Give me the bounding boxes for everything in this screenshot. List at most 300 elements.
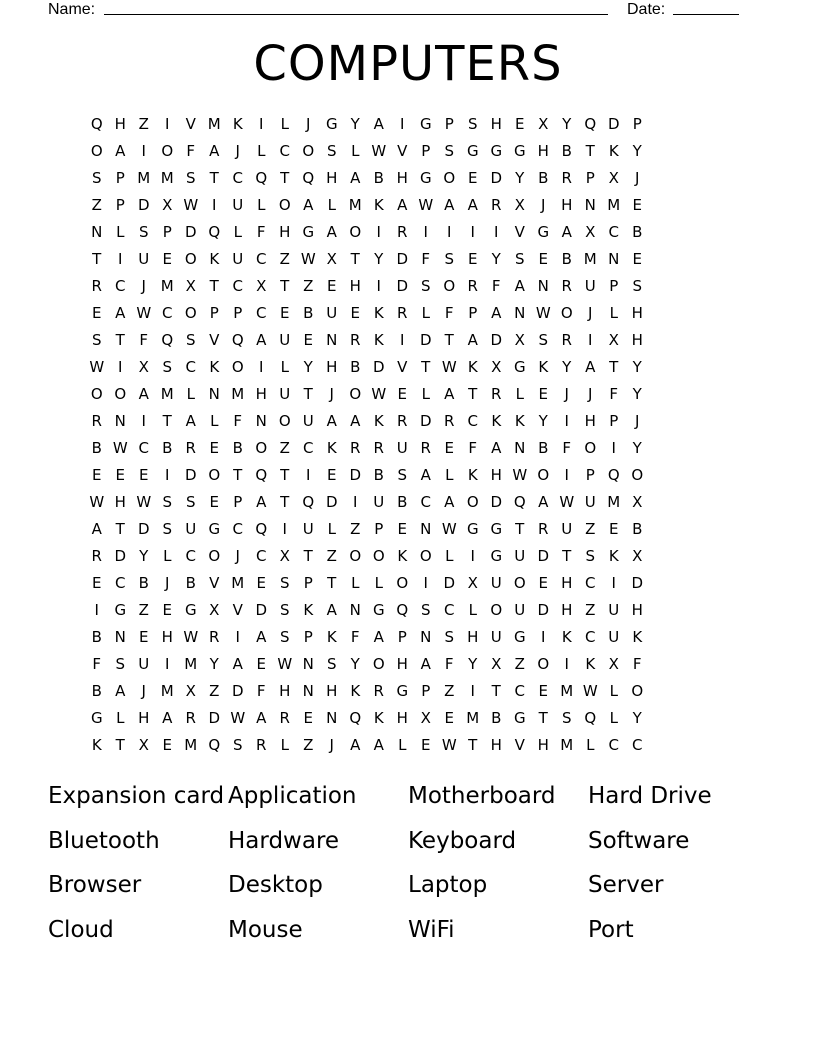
grid-letter: X: [632, 493, 643, 511]
grid-letter: P: [374, 520, 384, 538]
grid-letter: O: [396, 574, 409, 592]
grid-letter: H: [490, 736, 502, 754]
grid-row: [85, 516, 733, 543]
grid-letter: S: [279, 628, 290, 646]
grid-letter: K: [373, 331, 384, 349]
grid-letter: D: [490, 331, 503, 349]
grid-letter: Q: [208, 223, 221, 241]
grid-letter: L: [116, 709, 125, 727]
word-list-item: Cloud: [48, 916, 114, 943]
grid-letter: S: [585, 547, 596, 565]
grid-letter: Y: [632, 439, 642, 457]
grid-letter: E: [162, 601, 172, 619]
grid-row: [85, 246, 733, 273]
grid-letter: A: [326, 601, 337, 619]
grid-letter: A: [350, 412, 361, 430]
date-label: Date:: [627, 1, 666, 18]
grid-letter: I: [259, 358, 264, 376]
grid-letter: H: [114, 115, 126, 133]
grid-letter: P: [115, 169, 125, 187]
grid-letter: S: [514, 250, 525, 268]
grid-letter: P: [162, 223, 172, 241]
grid-letter: I: [470, 547, 475, 565]
grid-letter: H: [396, 169, 408, 187]
grid-letter: N: [255, 412, 267, 430]
grid-letter: P: [209, 304, 219, 322]
grid-letter: B: [185, 574, 196, 592]
grid-letter: O: [537, 655, 550, 673]
grid-letter: S: [185, 169, 196, 187]
grid-letter: S: [444, 628, 455, 646]
grid-letter: K: [397, 547, 408, 565]
grid-letter: G: [325, 115, 338, 133]
grid-letter: R: [561, 169, 572, 187]
grid-letter: E: [209, 439, 219, 457]
grid-letter: N: [420, 628, 432, 646]
grid-letter: J: [141, 682, 146, 700]
grid-letter: E: [303, 709, 313, 727]
grid-letter: M: [583, 250, 597, 268]
grid-letter: D: [631, 574, 644, 592]
grid-letter: X: [162, 196, 173, 214]
grid-letter: B: [538, 169, 549, 187]
grid-letter: R: [185, 709, 196, 727]
grid-letter: L: [586, 736, 595, 754]
grid-letter: H: [114, 493, 126, 511]
grid-letter: C: [608, 736, 619, 754]
grid-letter: O: [231, 358, 244, 376]
grid-letter: O: [513, 574, 526, 592]
grid-letter: U: [396, 439, 408, 457]
grid-letter: T: [209, 277, 219, 295]
grid-letter: O: [372, 655, 385, 673]
grid-letter: N: [302, 682, 314, 700]
grid-letter: D: [325, 493, 338, 511]
word-list-item: Application: [228, 783, 357, 809]
grid-letter: X: [326, 250, 337, 268]
grid-letter: J: [306, 115, 311, 133]
grid-letter: O: [208, 547, 221, 565]
grid-letter: D: [114, 547, 127, 565]
grid-letter: J: [165, 574, 170, 592]
grid-letter: Y: [632, 385, 642, 403]
grid-letter: A: [373, 115, 384, 133]
grid-letter: Y: [491, 250, 501, 268]
grid-letter: Z: [138, 115, 149, 133]
grid-letter: U: [584, 493, 596, 511]
grid-letter: Q: [255, 169, 268, 187]
grid-letter: B: [91, 682, 102, 700]
word-list-item: WiFi: [408, 916, 455, 943]
grid-letter: S: [162, 520, 173, 538]
grid-letter: E: [139, 466, 149, 484]
grid-letter: A: [444, 196, 455, 214]
grid-letter: Q: [231, 331, 244, 349]
grid-letter: U: [232, 196, 244, 214]
grid-letter: L: [445, 547, 454, 565]
grid-letter: P: [609, 412, 619, 430]
grid-letter: S: [420, 601, 431, 619]
grid-letter: G: [513, 709, 526, 727]
grid-letter: K: [561, 628, 572, 646]
grid-letter: B: [491, 709, 502, 727]
grid-letter: V: [209, 574, 220, 592]
grid-letter: W: [112, 439, 128, 457]
grid-letter: I: [259, 115, 264, 133]
grid-letter: C: [115, 277, 126, 295]
grid-letter: E: [327, 277, 337, 295]
grid-letter: F: [491, 277, 501, 295]
grid-letter: U: [138, 250, 150, 268]
grid-letter: S: [326, 142, 337, 160]
grid-letter: G: [372, 601, 385, 619]
grid-letter: M: [207, 115, 221, 133]
grid-letter: E: [115, 466, 125, 484]
grid-letter: E: [397, 520, 407, 538]
grid-letter: M: [160, 385, 174, 403]
grid-letter: D: [607, 115, 620, 133]
grid-letter: H: [467, 628, 479, 646]
grid-letter: Y: [350, 115, 360, 133]
grid-letter: X: [467, 574, 478, 592]
grid-letter: F: [139, 331, 149, 349]
grid-letter: A: [232, 655, 243, 673]
grid-letter: X: [608, 169, 619, 187]
grid-letter: N: [349, 601, 361, 619]
grid-letter: G: [208, 520, 221, 538]
grid-letter: L: [257, 196, 266, 214]
grid-letter: Q: [255, 466, 268, 484]
grid-letter: K: [373, 304, 384, 322]
grid-letter: K: [467, 466, 478, 484]
grid-letter: L: [163, 547, 172, 565]
grid-letter: A: [467, 196, 478, 214]
grid-letter: U: [138, 655, 150, 673]
grid-letter: U: [608, 628, 620, 646]
grid-row: [85, 624, 733, 651]
grid-letter: N: [537, 277, 549, 295]
grid-letter: U: [373, 493, 385, 511]
grid-letter: L: [445, 466, 454, 484]
grid-row: [85, 543, 733, 570]
grid-letter: M: [231, 574, 245, 592]
grid-letter: B: [91, 439, 102, 457]
grid-letter: M: [607, 493, 621, 511]
grid-letter: X: [279, 547, 290, 565]
grid-letter: J: [235, 142, 240, 160]
grid-letter: C: [162, 304, 173, 322]
grid-letter: F: [444, 304, 454, 322]
grid-letter: A: [138, 385, 149, 403]
grid-letter: O: [560, 304, 573, 322]
grid-letter: R: [91, 277, 102, 295]
grid-letter: Q: [90, 115, 103, 133]
grid-letter: G: [466, 520, 479, 538]
word-list-item: Desktop: [228, 872, 323, 898]
grid-letter: A: [91, 520, 102, 538]
grid-letter: T: [115, 331, 125, 349]
grid-letter: A: [514, 277, 525, 295]
grid-letter: R: [209, 628, 220, 646]
grid-letter: N: [514, 304, 526, 322]
grid-letter: Z: [279, 250, 290, 268]
grid-letter: N: [91, 223, 103, 241]
grid-letter: I: [564, 466, 569, 484]
grid-letter: F: [256, 682, 266, 700]
grid-letter: O: [443, 169, 456, 187]
grid-letter: Q: [208, 736, 221, 754]
grid-letter: X: [256, 277, 267, 295]
grid-letter: S: [561, 709, 572, 727]
word-list-item: Software: [588, 827, 690, 854]
grid-letter: I: [376, 277, 381, 295]
grid-letter: D: [537, 547, 550, 565]
grid-letter: E: [632, 250, 642, 268]
grid-letter: A: [420, 466, 431, 484]
grid-letter: F: [562, 439, 572, 457]
grid-letter: G: [466, 142, 479, 160]
grid-row: [85, 462, 733, 489]
grid-letter: E: [397, 385, 407, 403]
grid-letter: H: [396, 709, 408, 727]
grid-letter: C: [632, 736, 643, 754]
grid-letter: A: [303, 196, 314, 214]
grid-letter: N: [420, 520, 432, 538]
grid-letter: H: [631, 601, 643, 619]
grid-letter: J: [329, 736, 334, 754]
grid-letter: K: [373, 196, 384, 214]
grid-letter: T: [92, 250, 102, 268]
grid-letter: F: [632, 655, 642, 673]
grid-letter: E: [256, 655, 266, 673]
grid-letter: W: [582, 682, 598, 700]
grid-letter: I: [564, 412, 569, 430]
grid-letter: S: [279, 601, 290, 619]
grid-letter: C: [444, 601, 455, 619]
grid-letter: T: [233, 466, 243, 484]
grid-letter: O: [208, 466, 221, 484]
grid-letter: H: [349, 277, 361, 295]
grid-row: [85, 192, 733, 219]
grid-letter: S: [185, 493, 196, 511]
grid-letter: O: [537, 466, 550, 484]
grid-letter: T: [350, 250, 360, 268]
grid-letter: C: [514, 682, 525, 700]
grid-letter: U: [561, 520, 573, 538]
grid-letter: X: [608, 331, 619, 349]
grid-letter: B: [561, 250, 572, 268]
grid-letter: Q: [255, 520, 268, 538]
grid-letter: I: [118, 250, 123, 268]
grid-letter: U: [490, 574, 502, 592]
grid-letter: Q: [302, 169, 315, 187]
grid-letter: B: [232, 439, 243, 457]
grid-letter: W: [441, 358, 457, 376]
grid-letter: K: [232, 115, 243, 133]
grid-letter: I: [165, 115, 170, 133]
grid-letter: C: [279, 142, 290, 160]
grid-letter: J: [564, 385, 569, 403]
grid-letter: A: [162, 709, 173, 727]
grid-letter: R: [185, 439, 196, 457]
grid-letter: I: [470, 223, 475, 241]
grid-letter: X: [420, 709, 431, 727]
grid-letter: Q: [396, 601, 409, 619]
grid-letter: X: [538, 115, 549, 133]
grid-letter: X: [585, 223, 596, 241]
grid-letter: I: [353, 493, 358, 511]
grid-letter: A: [256, 493, 267, 511]
grid-letter: G: [114, 601, 127, 619]
grid-letter: P: [421, 682, 431, 700]
grid-letter: H: [631, 331, 643, 349]
grid-letter: O: [184, 250, 197, 268]
grid-letter: E: [92, 574, 102, 592]
grid-letter: P: [303, 574, 313, 592]
grid-letter: W: [277, 655, 293, 673]
grid-row: [85, 111, 733, 138]
word-list-item: Hard Drive: [588, 783, 712, 809]
grid-letter: X: [209, 601, 220, 619]
grid-row: [85, 678, 733, 705]
grid-letter: L: [421, 304, 430, 322]
grid-letter: I: [165, 466, 170, 484]
grid-letter: F: [92, 655, 102, 673]
grid-letter: N: [302, 655, 314, 673]
grid-letter: L: [374, 574, 383, 592]
grid-letter: X: [491, 358, 502, 376]
grid-letter: G: [490, 520, 503, 538]
grid-letter: U: [326, 304, 338, 322]
grid-letter: L: [351, 142, 360, 160]
grid-letter: A: [256, 331, 267, 349]
grid-letter: B: [538, 439, 549, 457]
grid-letter: R: [561, 331, 572, 349]
grid-letter: O: [443, 277, 456, 295]
grid-letter: M: [184, 736, 198, 754]
grid-letter: T: [609, 358, 619, 376]
grid-letter: F: [609, 385, 619, 403]
grid-letter: D: [255, 601, 268, 619]
grid-letter: L: [398, 736, 407, 754]
grid-letter: U: [302, 520, 314, 538]
grid-letter: G: [490, 142, 503, 160]
grid-letter: P: [585, 466, 595, 484]
grid-letter: V: [209, 331, 220, 349]
grid-letter: I: [423, 574, 428, 592]
grid-letter: C: [585, 628, 596, 646]
grid-letter: V: [514, 736, 525, 754]
grid-letter: A: [538, 493, 549, 511]
grid-letter: A: [420, 655, 431, 673]
word-list-item: Mouse: [228, 916, 303, 943]
grid-letter: I: [400, 331, 405, 349]
grid-letter: O: [490, 601, 503, 619]
grid-letter: T: [162, 412, 172, 430]
grid-letter: S: [420, 277, 431, 295]
grid-letter: X: [185, 277, 196, 295]
grid-letter: T: [538, 709, 548, 727]
grid-letter: G: [513, 358, 526, 376]
grid-letter: O: [255, 439, 268, 457]
grid-letter: C: [467, 412, 478, 430]
grid-letter: L: [186, 385, 195, 403]
grid-letter: Q: [584, 709, 597, 727]
grid-letter: I: [141, 142, 146, 160]
grid-letter: O: [349, 385, 362, 403]
grid-letter: A: [209, 142, 220, 160]
grid-letter: L: [280, 736, 289, 754]
grid-letter: M: [160, 682, 174, 700]
grid-letter: E: [609, 520, 619, 538]
grid-letter: X: [138, 358, 149, 376]
grid-letter: I: [306, 466, 311, 484]
grid-letter: E: [444, 709, 454, 727]
grid-letter: F: [186, 142, 196, 160]
grid-letter: O: [161, 142, 174, 160]
grid-letter: U: [185, 520, 197, 538]
grid-letter: T: [280, 466, 290, 484]
word-list-item: Expansion card: [48, 783, 225, 809]
grid-letter: H: [326, 169, 338, 187]
grid-row: [85, 381, 733, 408]
grid-letter: V: [514, 223, 525, 241]
grid-letter: Y: [350, 655, 360, 673]
grid-letter: M: [466, 709, 480, 727]
grid-letter: Z: [350, 520, 361, 538]
grid-letter: H: [326, 358, 338, 376]
grid-row: [85, 435, 733, 462]
grid-letter: I: [588, 331, 593, 349]
grid-letter: S: [162, 493, 173, 511]
grid-letter: N: [584, 196, 596, 214]
grid-letter: W: [441, 736, 457, 754]
grid-letter: I: [541, 628, 546, 646]
grid-letter: I: [165, 655, 170, 673]
grid-letter: I: [118, 358, 123, 376]
grid-letter: R: [256, 736, 267, 754]
grid-letter: Q: [584, 115, 597, 133]
grid-letter: B: [138, 574, 149, 592]
grid-letter: P: [585, 169, 595, 187]
grid-letter: F: [444, 655, 454, 673]
grid-letter: Y: [374, 250, 384, 268]
grid-letter: E: [538, 574, 548, 592]
grid-letter: A: [491, 304, 502, 322]
grid-letter: D: [490, 169, 503, 187]
grid-letter: H: [561, 601, 573, 619]
grid-letter: G: [513, 142, 526, 160]
grid-letter: L: [609, 709, 618, 727]
grid-letter: T: [115, 736, 125, 754]
grid-letter: B: [632, 223, 643, 241]
grid-letter: M: [137, 169, 151, 187]
grid-letter: X: [608, 655, 619, 673]
grid-letter: V: [232, 601, 243, 619]
grid-letter: T: [303, 385, 313, 403]
grid-letter: H: [326, 682, 338, 700]
grid-letter: W: [136, 304, 152, 322]
grid-letter: A: [185, 412, 196, 430]
grid-letter: Z: [585, 601, 596, 619]
grid-letter: K: [491, 412, 502, 430]
grid-letter: T: [468, 736, 478, 754]
grid-letter: D: [231, 682, 244, 700]
grid-letter: Y: [632, 142, 642, 160]
grid-letter: E: [256, 574, 266, 592]
grid-letter: Z: [444, 682, 455, 700]
grid-letter: N: [514, 439, 526, 457]
